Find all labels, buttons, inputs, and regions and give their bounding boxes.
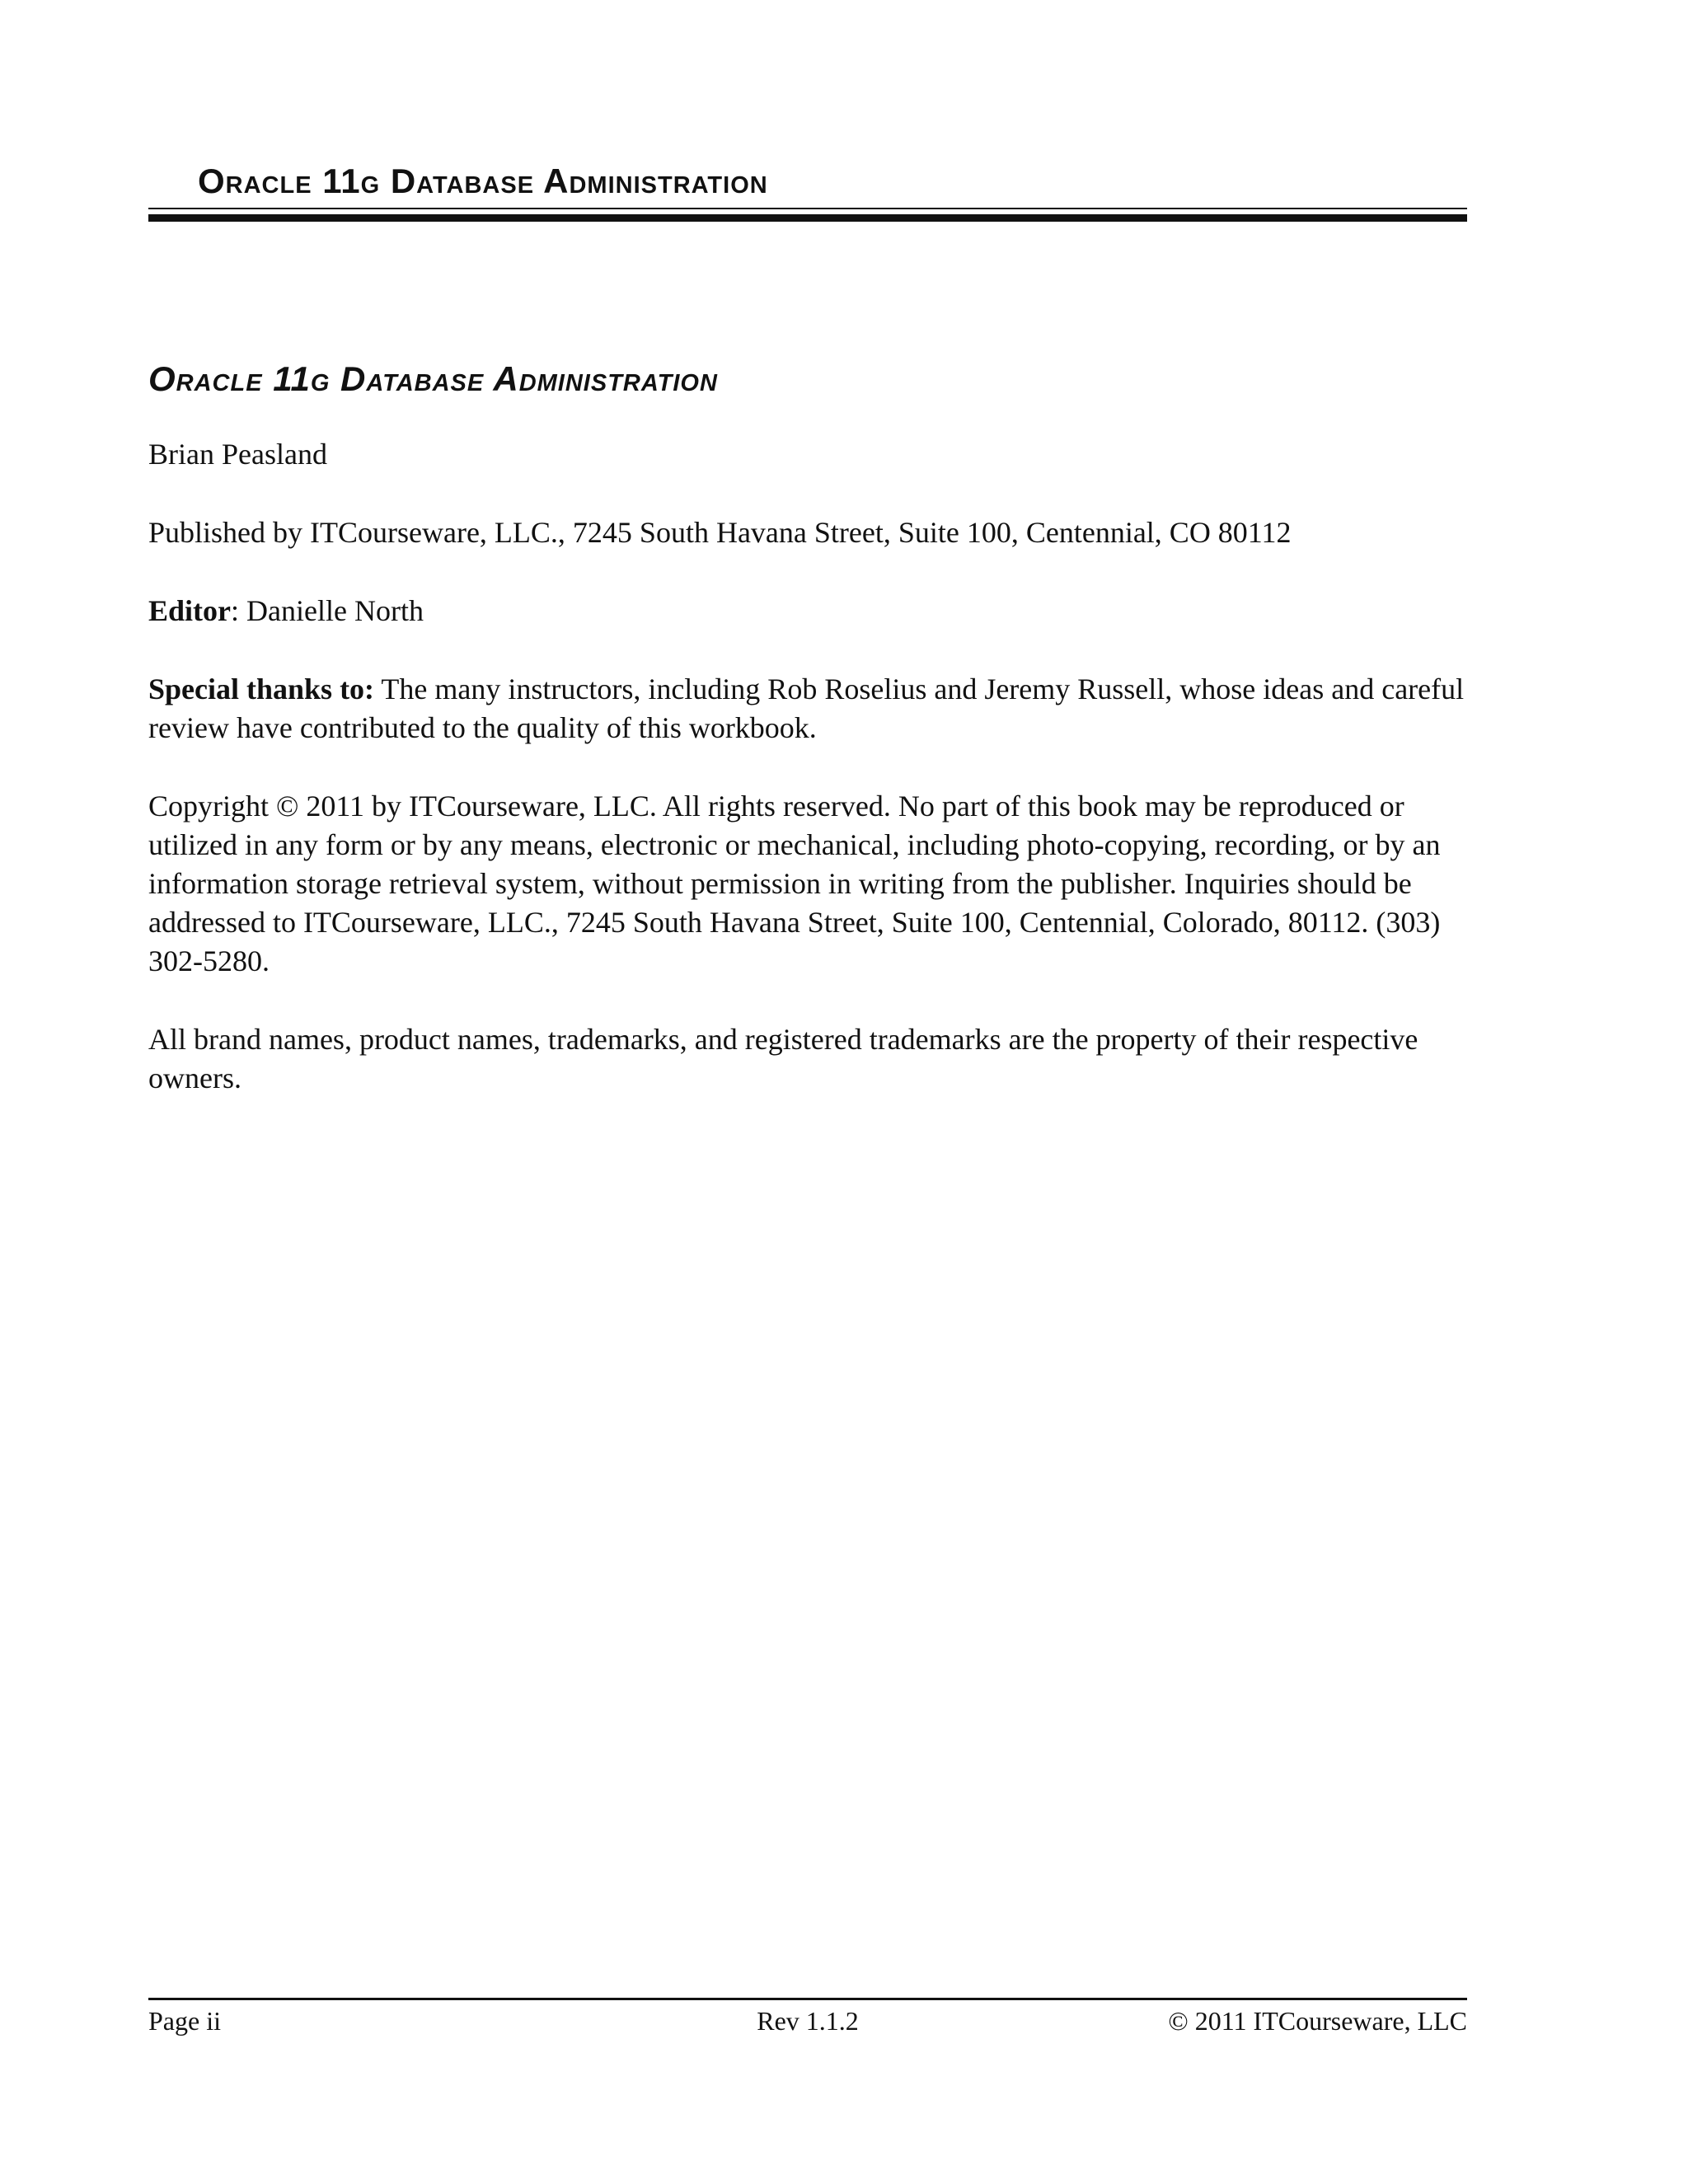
thanks-label: Special thanks to: <box>148 673 375 705</box>
footer-copyright: © 2011 ITCourseware, LLC <box>1168 2006 1467 2036</box>
publisher-line: Published by ITCourseware, LLC., 7245 South Havana Street, Suite 100, Centennial, CO 80112 <box>148 516 1292 549</box>
thanks-text: The many instructors, including Rob Roselius and Jeremy Russell, whose ideas and careful review have contributed to the quality of this workbook. <box>148 673 1465 744</box>
thanks-paragraph <box>148 670 1467 748</box>
editor-name: : Danielle North <box>231 594 424 627</box>
running-header-title: Oracle 11g Database Administration <box>198 162 768 200</box>
header-rule-thick <box>148 214 1467 222</box>
editor-label: Editor <box>148 594 232 627</box>
editor-line <box>148 592 1467 630</box>
page-content <box>148 359 1467 1137</box>
footer-page-number: Page ii <box>148 2006 221 2036</box>
trademarks-paragraph: All brand names, product names, trademarks, and registered trademarks are the property of their respective owners. <box>148 1023 1418 1094</box>
footer-revision: Rev 1.1.2 <box>757 2006 859 2036</box>
book-title: Oracle 11g Database Administration <box>148 359 718 398</box>
footer-rule <box>148 1998 1467 2000</box>
author: Brian Peasland <box>148 438 327 471</box>
header-rule-thin <box>148 208 1467 209</box>
copyright-paragraph: Copyright © 2011 by ITCourseware, LLC. All rights reserved. No part of this book may be reproduced or utilized in any form or by any means, electronic or mechanical, including photo-copying, recording, or by an information storage retrieval system, without permission in writing from the publisher. Inquiries should be addressed to ITCourseware, LLC., 7245 South Havana Street, Suite 100, Centennial, Colorado, 80112. (303) 302-5280. <box>148 790 1441 977</box>
